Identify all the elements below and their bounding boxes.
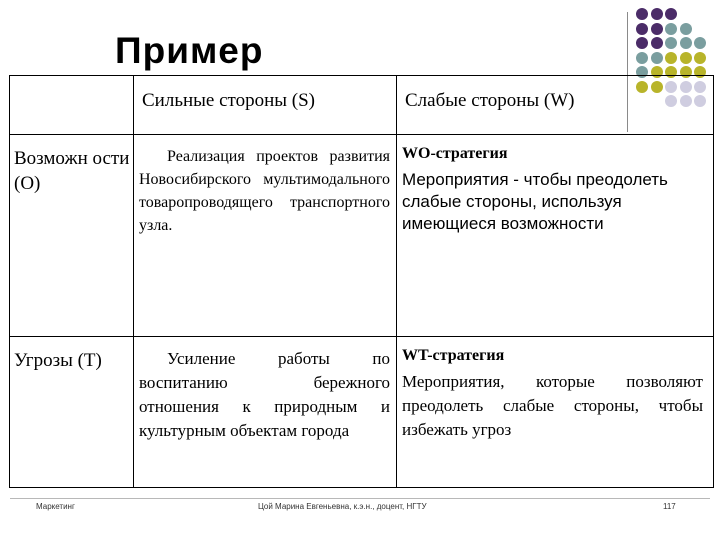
header-strengths-cell	[134, 76, 397, 135]
decorative-dot	[651, 8, 663, 20]
decorative-dot	[651, 37, 663, 49]
decorative-dot	[665, 23, 677, 35]
footer-page-number: 117	[663, 502, 676, 511]
table-header-row	[10, 76, 714, 135]
header-corner-cell	[10, 76, 134, 135]
decorative-dot	[680, 23, 692, 35]
decorative-dot	[651, 23, 663, 35]
decorative-dot	[665, 37, 677, 49]
strength-cell	[134, 135, 397, 337]
decorative-dot	[694, 52, 706, 64]
decorative-dot	[636, 23, 648, 35]
strategy-text: Мероприятия, которые позволяют преодолеть слабые стороны, чтобы избежать угроз	[402, 372, 703, 439]
header-weaknesses-label: Слабые стороны (W)	[405, 90, 575, 111]
row-label-cell	[10, 135, 134, 337]
row-label: Угрозы (Т)	[14, 350, 102, 371]
swot-table	[9, 75, 714, 488]
slide-title: Пример	[115, 30, 264, 71]
strategy-heading: WO-стратегия	[402, 145, 508, 162]
decorative-dot	[680, 52, 692, 64]
decorative-dot	[636, 37, 648, 49]
strength-text: Реализация проектов развития Новосибирского мультимодального товаропроводящего транспортного узла.	[139, 148, 390, 234]
decorative-dot	[694, 37, 706, 49]
header-weaknesses-cell	[397, 76, 714, 135]
decorative-dot	[651, 52, 663, 64]
row-label-cell	[10, 337, 134, 488]
header-corner-label	[10, 76, 133, 90]
decorative-dot	[665, 8, 677, 20]
strategy-heading: WT-стратегия	[402, 347, 505, 364]
table-row-opportunities	[10, 135, 714, 337]
strategy-text: Мероприятия - чтобы преодолеть слабые стороны, используя имеющиеся возможности	[402, 170, 668, 233]
table-row-threats	[10, 337, 714, 488]
footer-author: Цой Марина Евгеньевна, к.э.н., доцент, НГТУ	[258, 502, 427, 511]
decorative-dot	[680, 37, 692, 49]
strength-cell	[134, 337, 397, 488]
weakness-cell	[397, 135, 714, 337]
footer-divider	[10, 498, 710, 499]
decorative-dot	[636, 8, 648, 20]
row-label: Возможн ости (О)	[14, 148, 130, 194]
weakness-cell	[397, 337, 714, 488]
header-strengths-label: Сильные стороны (S)	[142, 90, 315, 111]
decorative-dot	[665, 52, 677, 64]
decorative-dot	[636, 52, 648, 64]
footer-course: Маркетинг	[36, 502, 75, 511]
strength-text: Усиление работы по воспитанию бережного отношения к природным и культурным объектам города	[139, 349, 390, 440]
